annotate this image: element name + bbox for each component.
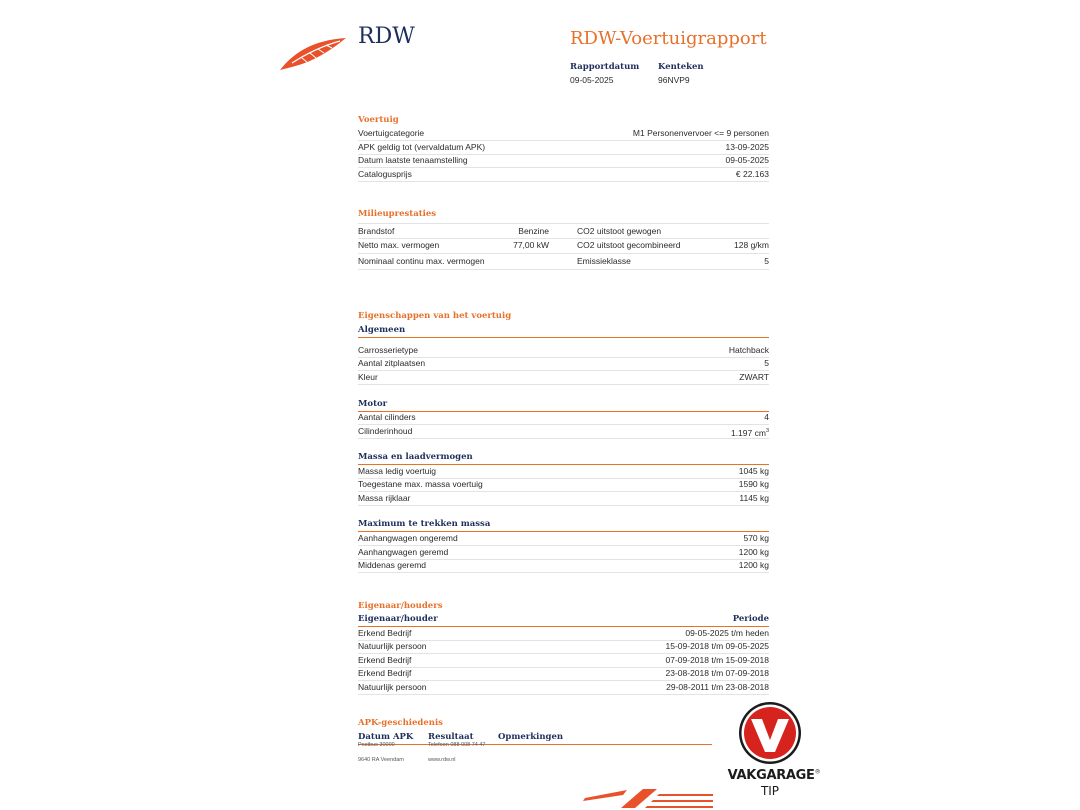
rapportdatum-value: 09-05-2025 bbox=[570, 75, 614, 85]
massa-row bbox=[358, 492, 769, 506]
algemeen-row bbox=[358, 357, 769, 371]
row-value: 1145 kg bbox=[739, 493, 769, 503]
motor-row bbox=[358, 411, 769, 425]
row-value: 1045 kg bbox=[738, 466, 769, 476]
row-value: ZWART bbox=[739, 372, 769, 382]
rapportdatum-label: Rapportdatum bbox=[570, 62, 640, 72]
rdw-feather-logo bbox=[280, 36, 348, 72]
row-label-2: CO2 uitstoot gecombineerd bbox=[577, 240, 681, 250]
row-label: Carrosserietype bbox=[358, 345, 418, 355]
row-label: Kleur bbox=[358, 372, 378, 382]
row-value: 13-09-2025 bbox=[725, 142, 769, 152]
footer-telefoon: Telefoon 088 008 74 47 bbox=[428, 742, 486, 748]
row-value: 1200 kg bbox=[738, 547, 769, 557]
row-value: 15-09-2018 t/m 09-05-2025 bbox=[665, 641, 769, 651]
row-label: Natuurlijk persoon bbox=[358, 641, 427, 651]
eigenaar-row bbox=[358, 627, 769, 641]
row-label: Natuurlijk persoon bbox=[358, 682, 427, 692]
massa-row bbox=[358, 478, 769, 492]
row-label: Nominaal continu max. vermogen bbox=[358, 256, 485, 266]
algemeen-row bbox=[358, 344, 769, 358]
motor-subtitle: Motor bbox=[358, 399, 769, 412]
row-label: Erkend Bedrijf bbox=[358, 628, 412, 638]
milieu-row bbox=[358, 238, 769, 254]
milieu-row bbox=[358, 223, 769, 239]
row-value: 29-08-2011 t/m 23-08-2018 bbox=[666, 682, 769, 692]
row-label: Erkend Bedrijf bbox=[358, 655, 412, 665]
section-apk-title: APK-geschiedenis bbox=[358, 718, 443, 728]
row-value: 1200 kg bbox=[738, 560, 769, 570]
col-datum-apk: Datum APK bbox=[358, 732, 414, 742]
badge-tip: TIP bbox=[760, 784, 780, 798]
footer-postbus: Postbus 30000 bbox=[358, 742, 395, 748]
row-value: € 22.163 bbox=[735, 169, 769, 179]
row-value: Benzine bbox=[518, 226, 549, 236]
section-milieu-title: Milieuprestaties bbox=[358, 209, 437, 219]
brand-name: RDW bbox=[358, 24, 415, 49]
row-label: Netto max. vermogen bbox=[358, 240, 440, 250]
trekken-row bbox=[358, 559, 769, 573]
section-eigenaar-title: Eigenaar/houders bbox=[358, 601, 443, 611]
voertuig-row bbox=[358, 168, 769, 182]
row-value: 77,00 kW bbox=[513, 240, 549, 250]
row-label: Massa ledig voertuig bbox=[358, 466, 436, 476]
row-label: APK geldig tot (vervaldatum APK) bbox=[358, 142, 486, 152]
row-label: Aanhangwagen ongeremd bbox=[358, 533, 458, 543]
section-voertuig-title: Voertuig bbox=[358, 115, 399, 125]
section-eigenschappen-title: Eigenschappen van het voertuig bbox=[358, 311, 512, 321]
row-value: 1590 kg bbox=[738, 479, 769, 489]
kenteken-label: Kenteken bbox=[658, 62, 704, 72]
report-title: RDW-Voertuigrapport bbox=[570, 28, 767, 49]
eigenaar-row bbox=[358, 640, 769, 654]
massa-subtitle: Massa en laadvermogen bbox=[358, 452, 769, 465]
footer-website[interactable]: www.rdw.nl bbox=[428, 757, 456, 763]
row-label: Datum laatste tenaamstelling bbox=[358, 155, 468, 165]
apk-divider bbox=[358, 744, 712, 745]
col-resultaat: Resultaat bbox=[428, 732, 474, 742]
row-label: Toegestane max. massa voertuig bbox=[358, 479, 483, 489]
col-opmerkingen: Opmerkingen bbox=[498, 732, 564, 742]
row-value: M1 Personenvervoer <= 9 personen bbox=[632, 128, 769, 138]
row-value: 1.197 cm bbox=[730, 427, 766, 438]
eigenaar-row bbox=[358, 654, 769, 668]
row-label: Erkend Bedrijf bbox=[358, 668, 412, 678]
eigenaar-row bbox=[358, 667, 769, 681]
row-label: Catalogusprijs bbox=[358, 169, 412, 179]
row-label: Cilinderinhoud bbox=[358, 426, 413, 436]
row-value-sup: 3 bbox=[765, 428, 769, 434]
voertuig-row bbox=[358, 154, 769, 168]
row-value-group bbox=[731, 425, 769, 439]
row-label: Aantal zitplaatsen bbox=[358, 358, 426, 368]
badge-word bbox=[724, 768, 824, 783]
row-label: Brandstof bbox=[358, 226, 395, 236]
algemeen-row bbox=[358, 371, 769, 385]
row-value: 570 kg bbox=[743, 533, 769, 543]
motor-row bbox=[358, 425, 769, 439]
row-value: 09-05-2025 t/m heden bbox=[685, 628, 769, 638]
row-label: Voertuigcategorie bbox=[358, 128, 425, 138]
row-label: Aanhangwagen geremd bbox=[358, 547, 449, 557]
row-label: Massa rijklaar bbox=[358, 493, 411, 503]
footer-adres: 9640 RA Veendam bbox=[358, 757, 404, 763]
trekken-row bbox=[358, 546, 769, 560]
row-value: 23-08-2018 t/m 07-09-2018 bbox=[665, 668, 769, 678]
kenteken-value: 96NVP9 bbox=[658, 75, 690, 85]
row-value: 5 bbox=[764, 358, 769, 368]
vakgarage-v-logo bbox=[737, 700, 803, 766]
vakgarage-badge bbox=[724, 698, 824, 802]
row-value-2: 128 g/km bbox=[734, 240, 769, 250]
badge-trademark: ® bbox=[814, 768, 821, 776]
eigenaar-header bbox=[358, 614, 769, 627]
row-label: Middenas geremd bbox=[358, 560, 427, 570]
voertuig-row bbox=[358, 141, 769, 155]
row-label: Aantal cilinders bbox=[358, 412, 416, 422]
algemeen-subtitle: Algemeen bbox=[358, 325, 769, 338]
trekken-row bbox=[358, 532, 769, 546]
row-value: 4 bbox=[764, 412, 769, 422]
badge-word-text: VAKGARAGE bbox=[727, 768, 815, 783]
voertuig-row bbox=[358, 127, 769, 141]
col-eigenaar-houder: Eigenaar/houder bbox=[358, 614, 438, 624]
row-value: Hatchback bbox=[728, 345, 769, 355]
row-label-2: Emissieklasse bbox=[577, 256, 631, 266]
eigenaar-row bbox=[358, 681, 769, 695]
footer-stripes bbox=[583, 786, 713, 810]
row-label-2: CO2 uitstoot gewogen bbox=[577, 226, 662, 236]
row-value-2: 5 bbox=[764, 256, 769, 266]
trekken-subtitle: Maximum te trekken massa bbox=[358, 519, 769, 532]
col-periode: Periode bbox=[732, 614, 769, 624]
milieu-row bbox=[358, 254, 769, 270]
row-value: 09-05-2025 bbox=[725, 155, 769, 165]
row-value: 07-09-2018 t/m 15-09-2018 bbox=[665, 655, 769, 665]
massa-row bbox=[358, 465, 769, 479]
